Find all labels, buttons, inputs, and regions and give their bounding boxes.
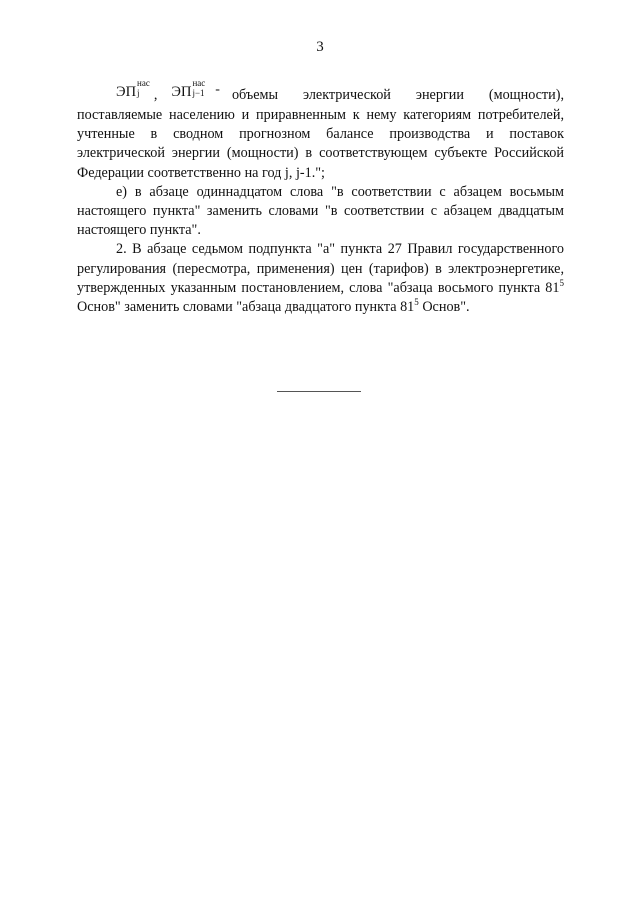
document-body [77,78,564,317]
page-number: 3 [316,39,324,55]
closing-separator-line [277,391,361,392]
formula-definition-start: объемы электрической энергии (мощности), [231,87,564,103]
formula-line [77,78,564,106]
paragraph-item-e: е) в абзаце одиннадцатом слова "в соответствии с абзацем восьмым настоящего пункта" заменить словами "в соответствии с абзацем двадцатым настоящего пункта". [77,183,564,239]
formula-symbol-current-year: ЭП нас j [116,78,150,100]
formula-symbol-previous-year: ЭП нас j−1 [171,78,206,100]
formula-comma: , [153,87,158,103]
formula-dash: - [215,82,220,97]
paragraph-definition: поставляемые населению и приравненным к нему категориям потребителей, учтенные в сводном прогнозном балансе производства и поставок электрической энергии (мощности) в соответствующем субъекте Российской Федерации соответственно на год j, j-1."; [77,107,564,181]
paragraph-item-2: 2. В абзаце седьмом подпункта "а" пункта 27 Правил государственного регулирования (пересмотра, применения) цен (тарифов) в электроэнергетике, утвержденных указанным постановлением, слова "абзаца восьмого пункта $81^5$ Основ" заменить словами "абзаца двадцатого пункта $81^5$ Основ". [77,241,564,316]
